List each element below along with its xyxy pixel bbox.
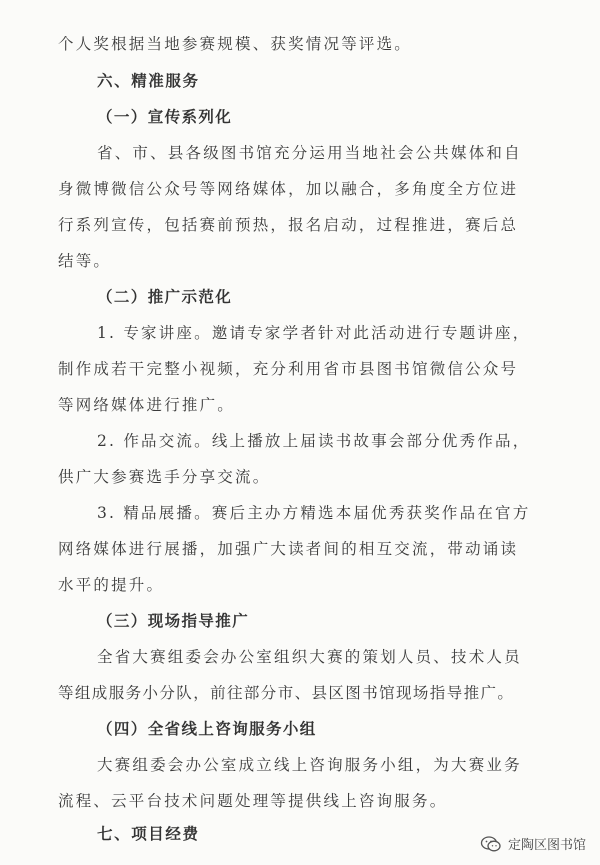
text-line: 个人奖根据当地参赛规模、获奖情况等评选。: [58, 35, 413, 53]
text-line: 1. 专家讲座。邀请专家学者针对此活动进行专题讲座，: [97, 324, 531, 342]
watermark-text: 定陶区图书馆: [507, 838, 586, 853]
subsection-heading: （一）宣传系列化: [97, 108, 233, 126]
wechat-icon: [480, 835, 502, 853]
subsection-heading: （三）现场指导推广: [97, 612, 250, 630]
text-line: 大赛组委会办公室成立线上咨询服务小组，为大赛业务: [97, 756, 522, 774]
text-line: 3. 精品展播。赛后主办方精选本届优秀获奖作品在官方: [97, 504, 531, 522]
text-line: 等组成服务小分队，前往部分市、县区图书馆现场指导推广。: [58, 684, 515, 702]
text-line: 全省大赛组委会办公室组织大赛的策划人员、技术人员: [97, 648, 522, 666]
section-heading: 六、精准服务: [97, 72, 200, 90]
text-line: 网络媒体进行展播，加强广大读者间的相互交流，带动诵读: [58, 540, 519, 558]
text-line: 身微博微信公众号等网络媒体，加以融合，多角度全方位进: [58, 180, 519, 198]
section-heading: 七、项目经费: [97, 825, 200, 843]
text-line: 行系列宣传，包括赛前预热，报名启动，过程推进，赛后总: [58, 216, 519, 234]
subsection-heading: （四）全省线上咨询服务小组: [97, 720, 317, 738]
text-line: 结等。: [58, 252, 112, 270]
text-line: 流程、云平台技术问题处理等提供线上咨询服务。: [58, 792, 448, 810]
text-line: 省、市、县各级图书馆充分运用当地社会公共媒体和自: [97, 144, 522, 162]
subsection-heading: （二）推广示范化: [97, 288, 233, 306]
text-line: 等网络媒体进行推广。: [58, 396, 236, 414]
text-line: 水平的提升。: [58, 576, 165, 594]
text-line: 供广大参赛选手分享交流。: [58, 468, 271, 486]
text-line: 2. 作品交流。线上播放上届读书故事会部分优秀作品，: [97, 432, 531, 450]
watermark: [480, 834, 586, 853]
text-line: 制作成若干完整小视频，充分利用省市县图书馆微信公众号: [58, 360, 519, 378]
